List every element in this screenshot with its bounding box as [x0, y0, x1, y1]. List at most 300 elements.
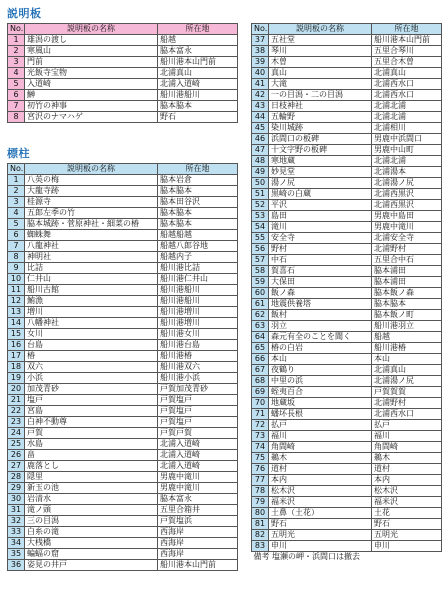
item-name: 加茂青砂 — [25, 384, 158, 395]
column-header-no: No. — [8, 24, 25, 35]
row-number: 47 — [252, 145, 269, 156]
row-number: 3 — [8, 197, 25, 208]
column-header-name: 説明板の名称 — [25, 164, 158, 175]
item-name: 大滝 — [269, 79, 372, 90]
item-name: 神明社 — [25, 252, 158, 263]
table-row — [252, 79, 442, 90]
table-row — [8, 384, 238, 395]
row-number: 74 — [252, 442, 269, 453]
item-location: 船川港本山門前 — [158, 560, 238, 571]
item-name: 塩戸 — [25, 395, 158, 406]
item-name: 土鼻（土花） — [269, 508, 372, 519]
table-row — [8, 395, 238, 406]
item-location: 北浦相川 — [372, 123, 442, 134]
row-number: 57 — [252, 255, 269, 266]
item-location: 道村 — [372, 464, 442, 475]
row-number: 58 — [252, 266, 269, 277]
row-number: 45 — [252, 123, 269, 134]
row-number: 10 — [8, 274, 25, 285]
item-name: 夜鶴り — [269, 365, 372, 376]
item-location: 船川港本山門前 — [158, 57, 238, 68]
row-number: 61 — [252, 299, 269, 310]
item-location: 脇本飯ノ町 — [372, 310, 442, 321]
item-location: 北浦真山 — [372, 365, 442, 376]
item-name: 湯ノ尻 — [269, 178, 372, 189]
item-location: 北浦湯本 — [372, 167, 442, 178]
table-row — [252, 200, 442, 211]
table-row — [8, 527, 238, 538]
table-row — [8, 46, 238, 57]
row-number: 7 — [8, 101, 25, 112]
row-number: 50 — [252, 178, 269, 189]
item-name: 滝ノ頭 — [25, 505, 158, 516]
item-location: 五里合琴川 — [372, 46, 442, 57]
item-name: 入道崎 — [25, 79, 158, 90]
item-location: 北浦西水口 — [372, 409, 442, 420]
item-name: 大保田 — [269, 277, 372, 288]
item-name: 飯ノ森 — [269, 288, 372, 299]
item-location: 戸賀塩戸 — [158, 417, 238, 428]
table-row — [252, 167, 442, 178]
row-number: 46 — [252, 134, 269, 145]
item-name: 隠里 — [25, 472, 158, 483]
row-number: 26 — [8, 450, 25, 461]
row-number: 67 — [252, 365, 269, 376]
row-number: 70 — [252, 398, 269, 409]
item-location: 船川港台島 — [158, 340, 238, 351]
row-number: 5 — [8, 79, 25, 90]
item-name: 松木沢 — [269, 486, 372, 497]
row-number: 29 — [8, 483, 25, 494]
table-row — [8, 219, 238, 230]
row-number: 16 — [8, 340, 25, 351]
item-location: 船越内子 — [158, 252, 238, 263]
table-row — [8, 351, 238, 362]
item-location: 戸賀加茂青砂 — [158, 384, 238, 395]
item-name: 椿 — [25, 351, 158, 362]
item-name: 小浜 — [25, 373, 158, 384]
item-location: 男鹿中浜間口 — [372, 134, 442, 145]
item-location: 北浦入道崎 — [158, 439, 238, 450]
item-name: 道村 — [269, 464, 372, 475]
column-header-name: 説明板の名称 — [25, 24, 158, 35]
table-row — [8, 208, 238, 219]
item-location: 戸賀賀賀 — [372, 387, 442, 398]
item-location: 船川港仁井山 — [158, 274, 238, 285]
item-location: 脇本脇本 — [158, 208, 238, 219]
item-name: 台島 — [25, 340, 158, 351]
item-location: 北浦安全寺 — [372, 233, 442, 244]
table-row — [252, 475, 442, 486]
item-name: 宮沢のナマハゲ — [25, 112, 158, 123]
item-location: 北浦入道崎 — [158, 79, 238, 90]
board-table — [7, 23, 238, 123]
row-number: 23 — [8, 417, 25, 428]
item-location: 戸賀戸賀 — [158, 428, 238, 439]
column-header-location: 所在地 — [158, 24, 238, 35]
item-name: 大龍寺跡 — [25, 186, 158, 197]
item-location: 申川 — [372, 541, 442, 552]
item-location: 西海岸 — [158, 527, 238, 538]
item-name: 角間崎 — [269, 442, 372, 453]
item-location: 西海岸 — [158, 549, 238, 560]
table-row — [8, 101, 238, 112]
row-number: 69 — [252, 387, 269, 398]
table-row — [252, 112, 442, 123]
item-name: 飯村 — [269, 310, 372, 321]
table-row — [252, 222, 442, 233]
table-row — [8, 428, 238, 439]
table-row — [252, 57, 442, 68]
item-name: 日枝神社 — [269, 101, 372, 112]
table-row — [252, 409, 442, 420]
item-location: 船越八郎谷地 — [158, 241, 238, 252]
item-location: 男鹿中滝川 — [158, 483, 238, 494]
table-row — [8, 472, 238, 483]
table-row — [8, 560, 238, 571]
item-name: 白神不動尊 — [25, 417, 158, 428]
item-name: 双六 — [25, 362, 158, 373]
row-number: 48 — [252, 156, 269, 167]
item-name: 妙見堂 — [269, 167, 372, 178]
row-number: 63 — [252, 321, 269, 332]
table-row — [252, 343, 442, 354]
item-location: 船川港双六 — [158, 362, 238, 373]
item-location: 脇本田谷沢 — [158, 197, 238, 208]
item-location: 野石 — [158, 112, 238, 123]
item-name: 蝙蝠の窟 — [25, 549, 158, 560]
item-location: 本山 — [372, 354, 442, 365]
note-text: 備考 塩瀬の岬・浜間口は撤去 — [253, 552, 361, 561]
table-row — [8, 175, 238, 186]
table-row — [252, 35, 442, 46]
item-name: 新玉の池 — [25, 483, 158, 494]
table-row — [8, 494, 238, 505]
table-row — [252, 486, 442, 497]
row-number: 6 — [8, 90, 25, 101]
table-row — [8, 373, 238, 384]
item-name: 五明光 — [269, 530, 372, 541]
row-number: 62 — [252, 310, 269, 321]
table-row — [8, 90, 238, 101]
table-row — [8, 230, 238, 241]
table-row — [8, 450, 238, 461]
row-number: 76 — [252, 464, 269, 475]
item-name: 大桟橋 — [25, 538, 158, 549]
table-row — [8, 461, 238, 472]
item-name: 姿見の井戸 — [25, 560, 158, 571]
table-row — [8, 340, 238, 351]
row-number: 73 — [252, 431, 269, 442]
table-row — [252, 420, 442, 431]
row-number: 27 — [8, 461, 25, 472]
item-name: 琴川 — [269, 46, 372, 57]
table-row — [252, 266, 442, 277]
pillar-left-header-row — [8, 164, 238, 175]
row-number: 41 — [252, 79, 269, 90]
table-row — [8, 112, 238, 123]
item-name: 福米沢 — [269, 497, 372, 508]
row-number: 30 — [8, 494, 25, 505]
item-location: 北浦西黒沢 — [372, 189, 442, 200]
row-number: 77 — [252, 475, 269, 486]
item-location: 男鹿中山町 — [372, 145, 442, 156]
item-location: 北浦野村 — [372, 398, 442, 409]
item-name: 本山 — [269, 354, 372, 365]
item-location: 船川港比詰 — [158, 263, 238, 274]
item-name: 染川城跡 — [269, 123, 372, 134]
item-location: 北浦北浦 — [372, 156, 442, 167]
item-name: 地震供養塔 — [269, 299, 372, 310]
pillar-right-header-row — [252, 24, 442, 35]
item-name: 福川 — [269, 431, 372, 442]
item-name: 中石 — [269, 255, 372, 266]
table-row — [252, 145, 442, 156]
row-number: 22 — [8, 406, 25, 417]
item-location: 土花 — [372, 508, 442, 519]
row-number: 17 — [8, 351, 25, 362]
table-row — [252, 90, 442, 101]
item-name: 八英の梅 — [25, 175, 158, 186]
row-number: 15 — [8, 329, 25, 340]
table-row — [252, 497, 442, 508]
item-name: 比詰 — [25, 263, 158, 274]
item-name: 羽立 — [269, 321, 372, 332]
item-name: 増川 — [25, 307, 158, 318]
column-header-no: No. — [8, 164, 25, 175]
item-location: 北浦北浦 — [372, 101, 442, 112]
item-name: 畠 — [25, 450, 158, 461]
item-location: 脇本富永 — [158, 46, 238, 57]
item-location: 船川港羽立 — [372, 321, 442, 332]
item-name: 賀喜石 — [269, 266, 372, 277]
item-name: 蛭夷百合 — [269, 387, 372, 398]
item-location: 脇本浦田 — [372, 266, 442, 277]
table-row — [8, 439, 238, 450]
row-number: 82 — [252, 530, 269, 541]
table-row — [252, 299, 442, 310]
item-location: 五里合中石 — [372, 255, 442, 266]
column-header-location: 所在地 — [158, 164, 238, 175]
table-row — [252, 376, 442, 387]
item-name: 真山 — [269, 68, 372, 79]
item-location: 船川港本山門前 — [372, 35, 442, 46]
row-number: 54 — [252, 222, 269, 233]
table-row — [8, 252, 238, 263]
row-number: 35 — [8, 549, 25, 560]
item-name: 椿の白岩 — [269, 343, 372, 354]
item-name: 森元有全のことを聞く — [269, 332, 372, 343]
item-name: 浜間口の板碑 — [269, 134, 372, 145]
table-row — [8, 35, 238, 46]
item-location: 鵜木 — [372, 453, 442, 464]
item-location: 船川港増川 — [158, 318, 238, 329]
item-location: 脇本飯ノ森 — [372, 288, 442, 299]
item-name: 五輪野 — [269, 112, 372, 123]
item-location: 北浦入道崎 — [158, 461, 238, 472]
row-number: 13 — [8, 307, 25, 318]
table-row — [252, 244, 442, 255]
item-name: 船川古館 — [25, 285, 158, 296]
item-name: 八幡神社 — [25, 318, 158, 329]
row-number: 71 — [252, 409, 269, 420]
table-row — [252, 332, 442, 343]
item-name: 野石 — [269, 519, 372, 530]
row-number: 2 — [8, 46, 25, 57]
row-number: 52 — [252, 200, 269, 211]
item-location: 船川港増川 — [158, 307, 238, 318]
item-location: 男鹿中滝川 — [158, 472, 238, 483]
table-row — [8, 505, 238, 516]
row-number: 80 — [252, 508, 269, 519]
item-name: 島田 — [269, 211, 372, 222]
item-location: 西海岸 — [158, 538, 238, 549]
table-row — [252, 211, 442, 222]
board-heading: 説明板 — [7, 7, 42, 20]
row-number: 12 — [8, 296, 25, 307]
row-number: 32 — [8, 516, 25, 527]
table-row — [252, 233, 442, 244]
item-name: 鹿落とし — [25, 461, 158, 472]
table-row — [252, 464, 442, 475]
row-number: 65 — [252, 343, 269, 354]
table-row — [8, 57, 238, 68]
item-location: 野石 — [372, 519, 442, 530]
table-row — [252, 255, 442, 266]
table-row — [8, 79, 238, 90]
row-number: 11 — [8, 285, 25, 296]
row-number: 59 — [252, 277, 269, 288]
table-row — [252, 46, 442, 57]
row-number: 6 — [8, 230, 25, 241]
table-row — [252, 398, 442, 409]
table-row — [252, 387, 442, 398]
item-location: 福川 — [372, 431, 442, 442]
row-number: 83 — [252, 541, 269, 552]
table-row — [252, 453, 442, 464]
table-row — [252, 442, 442, 453]
table-row — [252, 189, 442, 200]
row-number: 8 — [8, 112, 25, 123]
table-row — [252, 530, 442, 541]
row-number: 25 — [8, 439, 25, 450]
item-name: 光飯寺宝物 — [25, 68, 158, 79]
row-number: 2 — [8, 186, 25, 197]
item-location: 戸賀塩浜 — [158, 516, 238, 527]
row-number: 51 — [252, 189, 269, 200]
table-row — [8, 538, 238, 549]
item-name: 脇本城跡・菅原神社・細菜の椿 — [25, 219, 158, 230]
item-name: 蜘蛛舞 — [25, 230, 158, 241]
row-number: 34 — [8, 538, 25, 549]
item-name: 雄潟の渡し — [25, 35, 158, 46]
table-row — [252, 123, 442, 134]
item-name: 桂源寺 — [25, 197, 158, 208]
item-name: 戸賀 — [25, 428, 158, 439]
item-name: 本内 — [269, 475, 372, 486]
item-location: 本内 — [372, 475, 442, 486]
table-row — [8, 241, 238, 252]
table-row — [8, 285, 238, 296]
table-row — [8, 318, 238, 329]
item-name: 門前 — [25, 57, 158, 68]
item-name: 滝川 — [269, 222, 372, 233]
row-number: 4 — [8, 68, 25, 79]
table-row — [8, 307, 238, 318]
row-number: 5 — [8, 219, 25, 230]
row-number: 75 — [252, 453, 269, 464]
item-location: 払戸 — [372, 420, 442, 431]
row-number: 42 — [252, 90, 269, 101]
item-location: 脇本脇本 — [372, 299, 442, 310]
row-number: 18 — [8, 362, 25, 373]
item-location: 北浦北浦 — [372, 112, 442, 123]
item-location: 脇本脇本 — [158, 186, 238, 197]
item-name: 黒崎の白蔵 — [269, 189, 372, 200]
row-number: 49 — [252, 167, 269, 178]
row-number: 33 — [8, 527, 25, 538]
row-number: 37 — [252, 35, 269, 46]
table-row — [8, 274, 238, 285]
item-location: 男鹿中滝川 — [372, 222, 442, 233]
row-number: 20 — [8, 384, 25, 395]
item-name: 八龍神社 — [25, 241, 158, 252]
row-number: 9 — [8, 263, 25, 274]
row-number: 40 — [252, 68, 269, 79]
item-name: 白糸の滝 — [25, 527, 158, 538]
row-number: 44 — [252, 112, 269, 123]
column-header-location: 所在地 — [372, 24, 442, 35]
row-number: 7 — [8, 241, 25, 252]
row-number: 3 — [8, 57, 25, 68]
item-location: 北浦野村 — [372, 244, 442, 255]
item-location: 五明光 — [372, 530, 442, 541]
item-location: 男鹿中島田 — [372, 211, 442, 222]
item-location: 北浦入道崎 — [158, 450, 238, 461]
row-number: 19 — [8, 373, 25, 384]
row-number: 78 — [252, 486, 269, 497]
item-location: 角間崎 — [372, 442, 442, 453]
table-row — [252, 508, 442, 519]
row-number: 36 — [8, 560, 25, 571]
table-row — [8, 483, 238, 494]
table-row — [252, 365, 442, 376]
table-row — [8, 329, 238, 340]
table-row — [252, 277, 442, 288]
item-name: 水島 — [25, 439, 158, 450]
row-number: 1 — [8, 35, 25, 46]
row-number: 66 — [252, 354, 269, 365]
item-name: 一の目潟・二の目潟 — [269, 90, 372, 101]
item-name: 寒地蔵 — [269, 156, 372, 167]
item-name: 五郎左季の竹 — [25, 208, 158, 219]
table-row — [8, 68, 238, 79]
table-row — [252, 310, 442, 321]
table-row — [8, 516, 238, 527]
item-name: 宮島 — [25, 406, 158, 417]
item-location: 五里合箱井 — [158, 505, 238, 516]
item-location: 松木沢 — [372, 486, 442, 497]
table-row — [252, 519, 442, 530]
item-name: 平沢 — [269, 200, 372, 211]
table-row — [252, 431, 442, 442]
table-row — [252, 178, 442, 189]
item-name: 中里の浜 — [269, 376, 372, 387]
item-name: 十文字野の板碑 — [269, 145, 372, 156]
table-row — [252, 156, 442, 167]
item-location: 脇本富永 — [158, 494, 238, 505]
table-row — [8, 296, 238, 307]
